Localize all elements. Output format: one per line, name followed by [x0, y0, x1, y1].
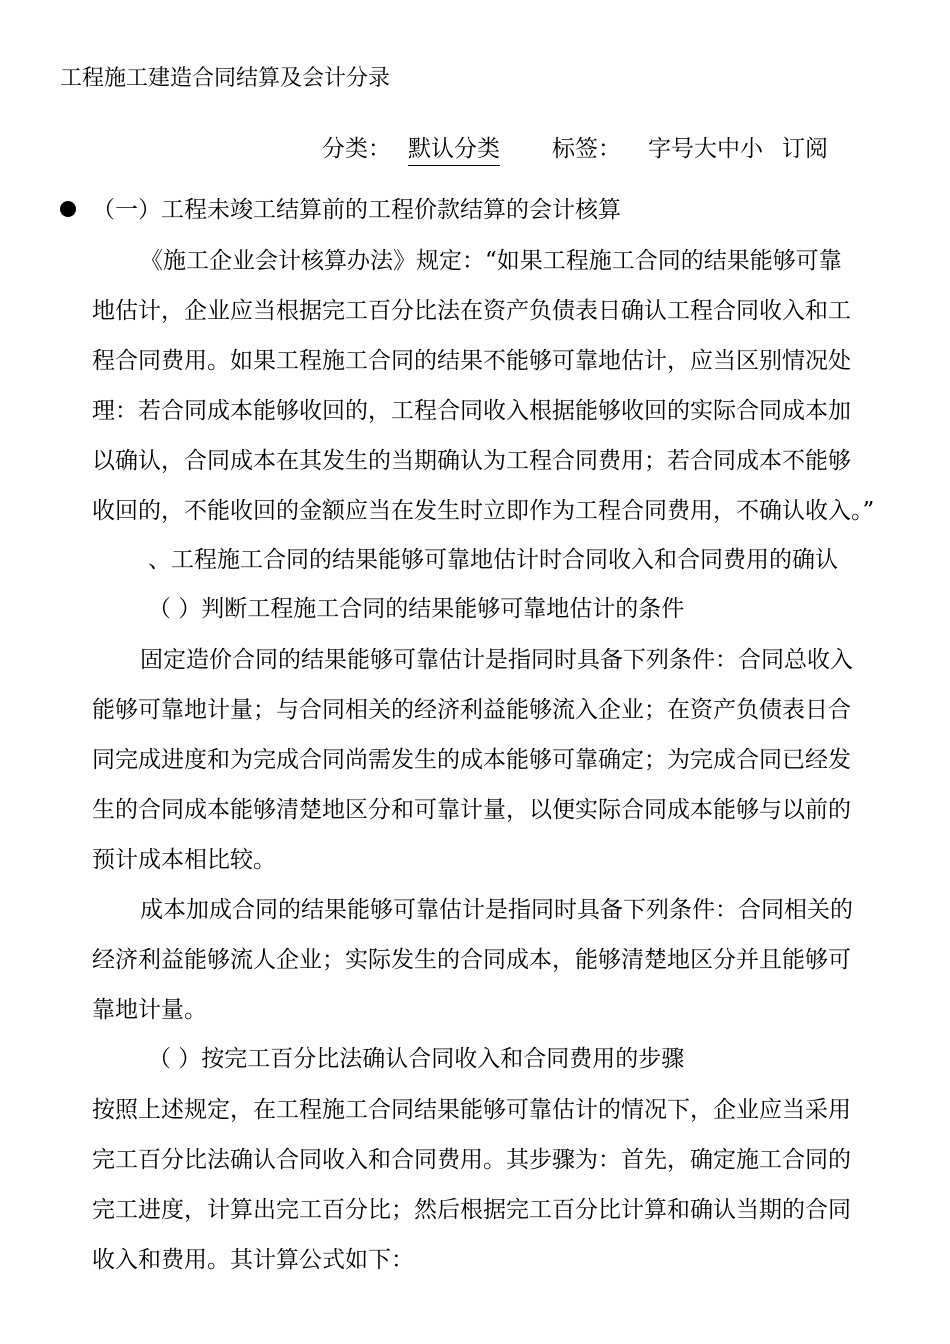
paragraph-line: 按照上述规定，在工程施工合同结果能够可靠估计的情况下，企业应当采用 — [92, 1097, 851, 1123]
paragraph-line: 地估计，企业应当根据完工百分比法在资产负债表日确认工程合同收入和工 — [92, 298, 851, 324]
paragraph-line: 程合同费用。如果工程施工合同的结果不能够可靠地估计，应当区别情况处 — [92, 348, 851, 374]
paragraph-line: 完工百分比法确认合同收入和合同费用。其步骤为：首先，确定施工合同的 — [92, 1147, 851, 1173]
paragraph-line: 经济利益能够流人企业；实际发生的合同成本，能够清楚地区分并且能够可 — [92, 947, 851, 973]
font-size-control[interactable]: 字号大中小 — [648, 136, 763, 162]
subsection-heading: 、工程施工合同的结果能够可靠地估计时合同收入和合同费用的确认 — [148, 547, 838, 573]
bullet-icon — [60, 201, 76, 217]
paragraph-line: 靠地计量。 — [92, 997, 207, 1023]
paragraph-line: 完工进度，计算出完工百分比；然后根据完工百分比计算和确认当期的合同 — [92, 1197, 851, 1223]
category-label: 分类： — [322, 136, 391, 162]
paragraph-line: 收入和费用。其计算公式如下： — [92, 1247, 414, 1273]
category-link[interactable]: 默认分类 — [408, 134, 500, 166]
paragraph-line: 固定造价合同的结果能够可靠估计是指同时具备下列条件：合同总收入 — [140, 647, 853, 673]
section-heading: （一）工程未竣工结算前的工程价款结算的会计核算 — [92, 197, 621, 223]
paragraph-line: 收回的，不能收回的金额应当在发生时立即作为工程合同费用，不确认收入。” — [92, 498, 875, 524]
subscribe-link[interactable]: 订阅 — [782, 136, 828, 162]
tag-label: 标签： — [552, 136, 621, 162]
paragraph-line: 《施工企业会计核算办法》规定：“如果工程施工合同的结果能够可靠 — [140, 248, 842, 274]
paragraph-line: 成本加成合同的结果能够可靠估计是指同时具备下列条件：合同相关的 — [140, 897, 853, 923]
paragraph-line: 以确认，合同成本在其发生的当期确认为工程合同费用；若合同成本不能够 — [92, 448, 851, 474]
subsection-heading: （ ）判断工程施工合同的结果能够可靠地估计的条件 — [148, 596, 685, 622]
paragraph-line: 能够可靠地计量；与合同相关的经济利益能够流入企业；在资产负债表日合 — [92, 697, 851, 723]
paragraph-line: 生的合同成本能够清楚地区分和可靠计量，以便实际合同成本能够与以前的 — [92, 797, 851, 823]
paragraph-line: 同完成进度和为完成合同尚需发生的成本能够可靠确定；为完成合同已经发 — [92, 747, 851, 773]
paragraph-line: 预计成本相比较。 — [92, 847, 276, 873]
subsection-heading: （ ）按完工百分比法确认合同收入和合同费用的步骤 — [148, 1046, 685, 1072]
paragraph-line: 理：若合同成本能够收回的，工程合同收入根据能够收回的实际合同成本加 — [92, 398, 851, 424]
document-title: 工程施工建造合同结算及会计分录 — [60, 66, 391, 91]
